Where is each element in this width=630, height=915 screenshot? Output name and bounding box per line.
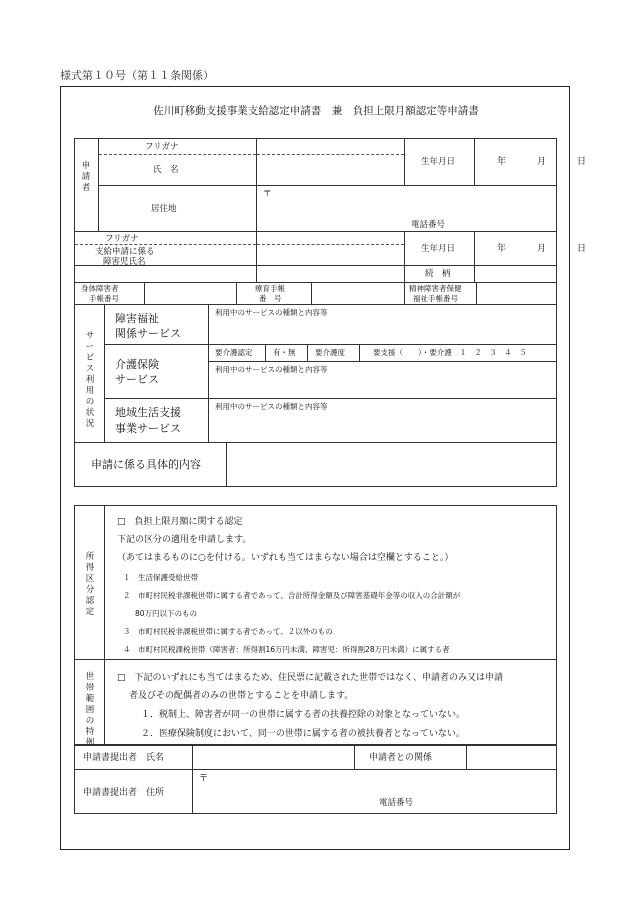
- submitter-name-label-cell: [75, 746, 193, 770]
- applicant-section-label: 申請者: [81, 161, 91, 193]
- furigana-divider: [99, 154, 256, 155]
- local-service-label-1: 地域生活支援: [115, 406, 181, 419]
- applicant-name-label: 氏 名: [153, 165, 179, 175]
- applicant-birth-label: 生年月日: [421, 157, 456, 167]
- local-service-label-2: 事業サービス: [115, 422, 181, 435]
- care-scale-label[interactable]: 要支援（ ）・要介護 １ ２ ３ ４ ５: [373, 348, 527, 357]
- child-blank-cell: [75, 266, 257, 283]
- care-divider: [359, 345, 360, 361]
- applicant-address-label: 居住地: [151, 204, 177, 214]
- submitter-table: [74, 745, 557, 814]
- page-title: 佐川町移動支援事業支給認定申請書 兼 負担上限月額認定等申請書: [153, 105, 479, 117]
- applicant-postal-mark: 〒: [263, 189, 272, 199]
- income-table: [74, 505, 557, 748]
- welfare-service-field[interactable]: [209, 305, 557, 345]
- applicant-birth-field[interactable]: [475, 139, 587, 186]
- handbook-table: [74, 282, 557, 305]
- care-divider: [265, 345, 266, 361]
- local-service-label-cell: [105, 399, 209, 443]
- service-table: [74, 304, 557, 443]
- applicant-section-cell: [75, 139, 99, 232]
- mental-handbook-field[interactable]: [477, 283, 557, 305]
- applicant-year-label: 年: [497, 157, 507, 167]
- child-blank-field: [257, 266, 405, 283]
- care-cert-label: 要介護認定: [215, 348, 253, 357]
- care-degree-label: 要介護度: [315, 348, 345, 357]
- care-divider: [209, 361, 556, 362]
- applicant-birth-label-cell: [405, 139, 475, 186]
- service-section-cell: [75, 305, 105, 443]
- child-day-label: 日: [577, 244, 587, 254]
- child-relation-label: 続 柄: [425, 269, 451, 279]
- welfare-service-label-1: 障害福祉: [115, 312, 159, 325]
- child-name-label-cell: [75, 232, 257, 266]
- child-month-label: 月: [537, 244, 547, 254]
- submitter-phone-label: 電話番号: [379, 798, 414, 808]
- submitter-relation-label: 申請者との関係: [369, 753, 433, 763]
- submitter-name-field[interactable]: [193, 746, 355, 770]
- form-number: 様式第１０号（第１１条関係）: [60, 69, 214, 82]
- care-service-label-cell: [105, 345, 209, 399]
- household-item-1: １．税制上、障害者が同一の世帯に属する者の扶養控除の対象となっていない。: [141, 710, 466, 720]
- child-relation-label-cell: [405, 266, 475, 283]
- care-service-field[interactable]: [209, 345, 557, 399]
- physical-handbook-label-2: 手帳番号: [89, 294, 119, 303]
- physical-handbook-field[interactable]: [145, 283, 237, 305]
- applicant-address-field[interactable]: [257, 186, 557, 232]
- income-instruction: （あてはまるものに○を付ける。いずれも当てはまらない場合は空欄とすること。）: [117, 553, 454, 563]
- household-section-label: 世帯範囲の特例: [85, 672, 95, 748]
- income-item-3[interactable]: ３ 市町村民税非課税世帯に属する者であって、２以外のもの: [123, 627, 333, 636]
- child-birth-field[interactable]: [475, 232, 587, 266]
- child-relation-field[interactable]: [475, 266, 557, 283]
- mental-handbook-label-1: 精神障害者保健: [409, 284, 462, 293]
- household-item-2: ２．医療保険制度において、同一の世帯に属する者の被扶養者となっていない。: [141, 729, 465, 739]
- child-year-label: 年: [497, 244, 507, 254]
- physical-handbook-label-1: 身体障害者: [81, 284, 119, 293]
- applicant-name-label-cell: [99, 139, 257, 186]
- household-line-2: 者及びその配偶者のみの世帯とすることを申請します。: [129, 691, 354, 701]
- mental-handbook-label-cell: [405, 283, 477, 305]
- details-label-cell: [75, 443, 227, 487]
- local-service-field[interactable]: [209, 399, 557, 443]
- income-check-line[interactable]: □ 負担上限月額に関する認定: [117, 517, 243, 527]
- child-name-field[interactable]: [257, 232, 405, 266]
- details-label: 申請に係る具体的内容: [91, 458, 201, 471]
- service-section-label: サービス利用の状況: [85, 331, 95, 429]
- rehab-handbook-label-1: 療育手帳: [255, 284, 285, 293]
- income-item-1[interactable]: １ 生活保護受給世帯: [123, 573, 198, 582]
- welfare-service-label-2: 関係サービス: [115, 327, 181, 340]
- rehab-handbook-label-cell: [237, 283, 312, 305]
- applicant-furigana-label: フリガナ: [145, 142, 179, 152]
- child-birth-label: 生年月日: [421, 244, 456, 254]
- furigana-divider: [257, 154, 404, 155]
- household-content-cell: [105, 660, 557, 745]
- child-furigana-label: フリガナ: [105, 234, 139, 244]
- care-service-label-2: サービス: [115, 373, 159, 386]
- submitter-address-label: 申請書提出者 住所: [83, 788, 165, 798]
- submitter-relation-field[interactable]: [467, 746, 557, 770]
- child-name-label-2: 障害児氏名: [103, 257, 146, 267]
- income-content-cell: [105, 506, 557, 660]
- applicant-month-label: 月: [537, 157, 547, 167]
- child-birth-label-cell: [405, 232, 475, 266]
- rehab-handbook-field[interactable]: [312, 283, 405, 305]
- submitter-name-label: 申請書提出者 氏名: [83, 753, 165, 763]
- household-line-1[interactable]: □ 下記のいずれにも当てはまるため、住民票に記載された世帯ではなく、申請者のみ又は申請: [117, 673, 503, 683]
- local-in-use-label: 利用中のサービスの種類と内容等: [215, 402, 328, 411]
- submitter-relation-label-cell: [355, 746, 467, 770]
- care-in-use-label: 利用中のサービスの種類と内容等: [215, 365, 328, 374]
- income-item-4[interactable]: ４ 市町村民税課税世帯（障害者：所得割16万円未満、障害児：所得割28万円未満）に属する者: [123, 645, 450, 654]
- submitter-address-label-cell: [75, 770, 193, 814]
- income-item-2b: 80万円以下のもの: [135, 609, 198, 618]
- mental-handbook-label-2: 福祉手帳番号: [413, 294, 458, 303]
- income-apply-line: 下記の区分の適用を申請します。: [117, 535, 252, 545]
- household-section-cell: [75, 660, 105, 748]
- income-section-label: 所得区分認定: [85, 552, 95, 617]
- applicant-name-field[interactable]: [257, 139, 405, 186]
- physical-handbook-label-cell: [75, 283, 145, 305]
- child-name-label-1: 支給申請に係る: [95, 247, 155, 257]
- welfare-service-label-cell: [105, 305, 209, 345]
- applicant-table: [74, 138, 587, 283]
- income-section-cell: [75, 506, 105, 660]
- income-item-2a[interactable]: ２ 市町村民税非課税世帯に属する者であって、合計所得金額及び障害基礎年金等の収入の合計額が: [123, 591, 461, 600]
- care-yesno-label[interactable]: 有・無: [273, 348, 296, 357]
- furigana-divider: [257, 244, 404, 245]
- rehab-handbook-label-2: 番 号: [259, 294, 282, 303]
- welfare-in-use-label: 利用中のサービスの種類と内容等: [215, 308, 328, 317]
- care-service-label-1: 介護保険: [115, 358, 159, 371]
- details-table: [74, 442, 557, 487]
- submitter-postal-mark: 〒: [199, 774, 209, 784]
- care-divider: [307, 345, 308, 361]
- applicant-day-label: 日: [577, 157, 587, 167]
- furigana-divider: [75, 244, 256, 245]
- details-field[interactable]: [227, 443, 557, 487]
- submitter-address-field[interactable]: [193, 770, 557, 814]
- applicant-phone-label: 電話番号: [411, 220, 446, 230]
- applicant-address-label-cell: [99, 186, 257, 232]
